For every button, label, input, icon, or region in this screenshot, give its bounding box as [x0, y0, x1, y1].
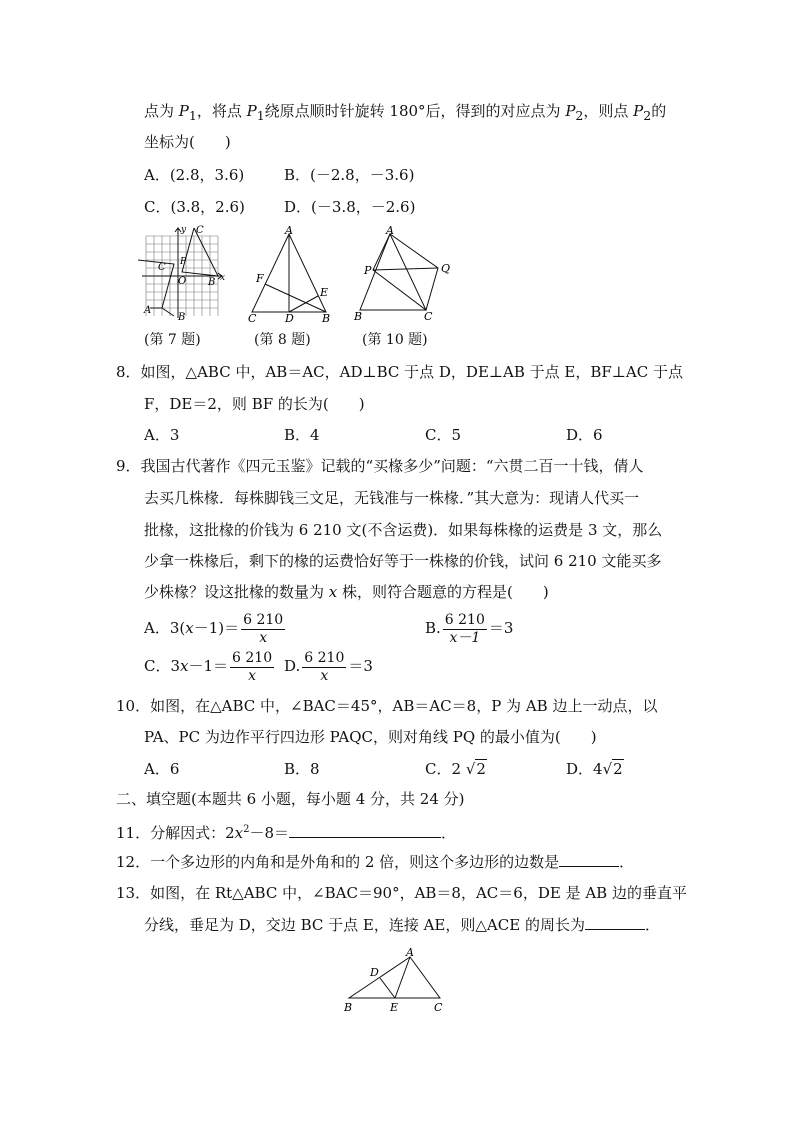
- fig8-c-label: C: [248, 312, 257, 324]
- q9-c-text: －1＝: [188, 657, 229, 675]
- q10-option-b: B．8: [284, 760, 320, 778]
- q11-text: －8＝: [249, 824, 290, 842]
- fraction-denominator: x: [259, 629, 268, 646]
- q7-text: ，则点: [583, 102, 634, 120]
- q9-c-text: C．3: [144, 657, 181, 675]
- q7-text: 绕原点顺时针旋转 180°后，得到的对应点为: [264, 102, 566, 120]
- fig7-a1-label: A: [144, 305, 152, 316]
- q8-option-d: D．6: [566, 426, 603, 444]
- q9-b-text: B.: [425, 619, 441, 637]
- figure-8-triangle: [238, 224, 338, 324]
- fig7-c-label: C: [196, 225, 204, 236]
- q9-option-a: [144, 610, 287, 647]
- figure-7-grid: [138, 222, 228, 324]
- q9-option-d: [284, 648, 373, 685]
- q9-a-var: x: [185, 619, 194, 637]
- figure-10-caption: (第 10 题): [362, 332, 428, 348]
- fraction-numerator: 6 210: [243, 611, 284, 628]
- q9-line2: 去买几株椽．每株脚钱三文足，无钱准与一株椽．”其大意为：现请人代买一: [144, 489, 640, 507]
- q8-option-b: B．4: [284, 426, 320, 444]
- fig13-a-label: A: [406, 946, 414, 959]
- q13-answer-blank[interactable]: [585, 915, 645, 930]
- fig10-b-label: B: [354, 310, 363, 322]
- fig7-o-label: O: [178, 276, 187, 287]
- q11-var: x: [234, 824, 244, 842]
- q11: [116, 820, 456, 843]
- q7-text: 的: [651, 102, 667, 120]
- q10-line1: 10．如图，在△ABC 中，∠BAC＝45°，AB＝AC＝8，P 为 AB 边上一动点，以: [116, 697, 658, 715]
- sqrt-radicand: 2: [476, 760, 486, 778]
- fig10-p-label: P: [364, 264, 372, 277]
- q10-c-text: C．2: [425, 760, 462, 778]
- q7-line1: 点为 $P_1$，将点 $P_1$绕原点顺时针旋转 180°后，得到的对应点为 $P_2$，则点 $P_2$的: [144, 102, 667, 123]
- q9-c-var: x: [180, 657, 189, 675]
- fraction-denominator: x: [320, 667, 329, 684]
- q7-option-c: C．(3.8，2.6): [144, 198, 245, 216]
- q7-text: ，将点: [196, 102, 247, 120]
- q9-line3: 批椽，这批椽的价钱为 6 210 文(不含运费)．如果每株椽的运费是 3 文，那么: [144, 521, 663, 539]
- q10-option-c: [425, 759, 487, 779]
- sqrt-symbol: √2: [602, 760, 623, 778]
- q9-a-text: A．3(: [144, 619, 186, 637]
- q11-text: 11．分解因式：2: [116, 824, 235, 842]
- q9-b-fraction: [443, 612, 487, 647]
- fig13-c-label: C: [434, 1001, 443, 1014]
- q11-exponent: 2: [243, 824, 250, 835]
- q9-a-fraction: [241, 612, 285, 647]
- q9-option-c: [144, 648, 276, 685]
- q12-text: ．: [619, 853, 635, 871]
- q7-text: 点为: [144, 102, 179, 120]
- q10-line2: PA、PC 为边作平行四边形 PAQC，则对角线 PQ 的最小值为( ): [144, 728, 597, 746]
- q7-option-d: D．(－3.8，－2.6): [284, 198, 416, 216]
- q13-text: ．: [644, 916, 660, 934]
- fig13-d-label: D: [370, 966, 379, 979]
- fig8-b-label: B: [322, 312, 331, 324]
- fig10-a-label: A: [386, 224, 394, 237]
- q12-text: 12．一个多边形的内角和是外角和的 2 倍，则这个多边形的边数是: [116, 853, 560, 871]
- figure-7-caption: (第 7 题): [144, 332, 201, 348]
- q13-text: 分线，垂足为 D，交边 BC 于点 E，连接 AE，则△ACE 的周长为: [144, 916, 585, 934]
- q9-d-fraction: [302, 650, 346, 685]
- q12: [116, 852, 634, 872]
- fraction-numerator: 6 210: [304, 649, 345, 666]
- q13-line2: [144, 915, 660, 935]
- q9-b-text: ＝3: [488, 619, 514, 637]
- section-2-heading: 二、填空题(本题共 6 小题，每小题 4 分，共 24 分): [116, 790, 465, 808]
- q9-line5: [144, 582, 549, 602]
- q9-d-text: D.: [284, 657, 301, 675]
- fraction-numerator: 6 210: [444, 611, 485, 628]
- fig10-q-label: Q: [441, 262, 451, 275]
- q8-line2: F，DE＝2，则 BF 的长为( ): [144, 395, 365, 413]
- q8-line1: 8．如图，△ABC 中，AB＝AC，AD⊥BC 于点 D，DE⊥AB 于点 E，BF⊥AC 于点: [116, 363, 683, 381]
- sqrt-symbol: √2: [465, 760, 486, 778]
- q7-option-b: B．(－2.8，－3.6): [284, 166, 415, 184]
- q8-option-a: A．3: [144, 426, 180, 444]
- q10-d-text: D．4: [566, 760, 603, 778]
- fig8-f-label: F: [256, 272, 264, 285]
- q13-line1: 13．如图，在 Rt△ABC 中，∠BAC＝90°，AB＝8，AC＝6，DE 是 AB 边的垂直平: [116, 884, 687, 902]
- q11-text: ．: [441, 824, 457, 842]
- fraction-numerator: 6 210: [232, 649, 273, 666]
- fig7-b1-label: B: [178, 312, 186, 323]
- q10-option-d: [566, 759, 624, 779]
- q7-option-a: A．(2.8，3.6): [144, 166, 245, 184]
- q9-d-text: ＝3: [348, 657, 373, 675]
- figure-8-caption: (第 8 题): [254, 332, 311, 348]
- fig7-y-label: y: [181, 225, 187, 235]
- q9-line4: 少拿一株椽后，剩下的椽的运费恰好等于一株椽的价钱，试问 6 210 文能买多: [144, 552, 662, 570]
- fig10-c-label: C: [424, 310, 433, 322]
- q9-c-fraction: [230, 650, 274, 685]
- fig8-e-label: E: [320, 286, 329, 299]
- q9-line1: 9．我国古代著作《四元玉鉴》记载的“买椽多少”问题：“六贯二百一十钱，倩人: [116, 457, 644, 475]
- fig7-c-left-label: C: [158, 262, 166, 273]
- fig8-d-label: D: [285, 312, 294, 324]
- q11-answer-blank[interactable]: [289, 823, 441, 838]
- fig13-b-label: B: [344, 1001, 353, 1014]
- q7-line2: 坐标为( ): [144, 133, 231, 151]
- fig7-p-label: P: [180, 257, 187, 267]
- q12-answer-blank[interactable]: [559, 852, 619, 867]
- q9-var: x: [328, 583, 338, 601]
- q8-option-c: C．5: [425, 426, 462, 444]
- figure-13-triangle: [340, 944, 450, 1016]
- q9-option-b: [425, 610, 513, 647]
- q9-text: 株，则符合题意的方程是( ): [337, 583, 549, 601]
- q10-option-a: A．6: [144, 760, 180, 778]
- sqrt-radicand: 2: [613, 760, 623, 778]
- fig13-e-label: E: [390, 1001, 399, 1014]
- fig7-b-label: B: [208, 277, 216, 288]
- fig8-a-label: A: [285, 224, 293, 237]
- figure-10-parallelogram: [348, 222, 458, 322]
- fraction-denominator: x－1: [449, 629, 481, 646]
- q9-a-text: －1)＝: [193, 619, 240, 637]
- fig7-x-label: x: [220, 273, 226, 283]
- fraction-denominator: x: [248, 667, 257, 684]
- q9-text: 少株椽？设这批椽的数量为: [144, 583, 329, 601]
